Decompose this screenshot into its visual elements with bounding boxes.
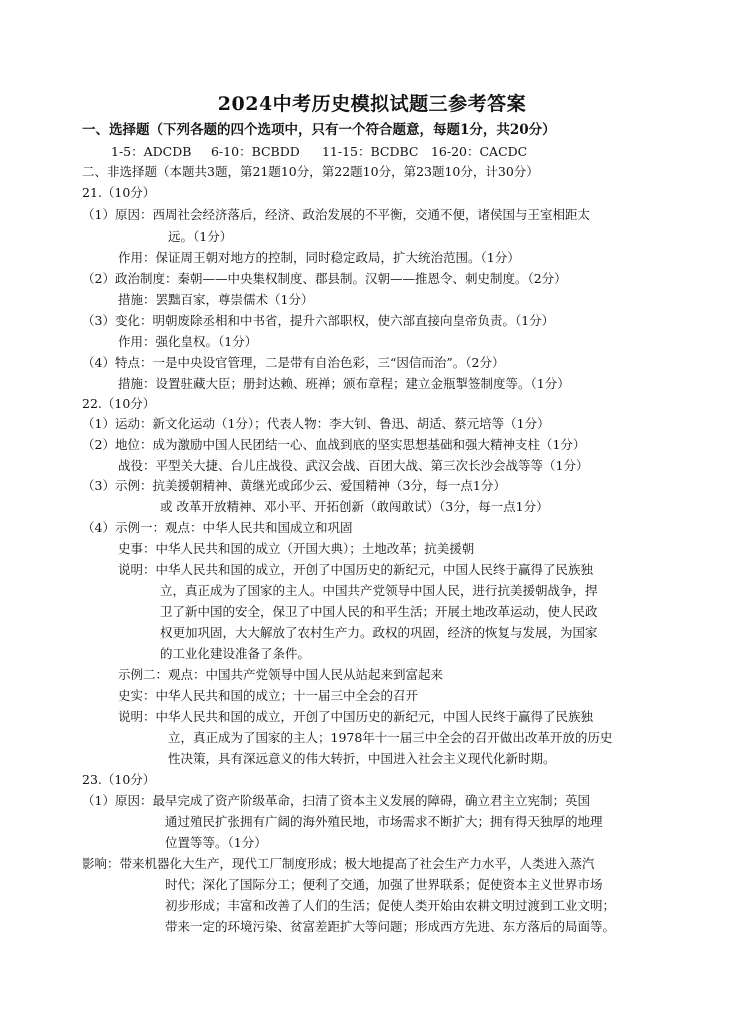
q22-answer-line: 战役：平型关大捷、台儿庄战役、武汉会战、百团大战、第三次长沙会战等等（1分） [118,458,589,473]
answer-group: 6-10：BCBDD [210,144,300,159]
q22-answer-line: 性决策，具有深远意义的伟大转折，中国进入社会主义现代化新时期。 [168,751,556,766]
q22-answer-line: 说明：中华人民共和国的成立，开创了中国历史的新纪元，中国人民终于赢得了民族独 [118,709,594,724]
q22-answer-line: 说明：中华人民共和国的成立，开创了中国历史的新纪元，中国人民终于赢得了民族独 [118,562,594,577]
section2-heading: 二、非选择题（本题共3题，第21题10分，第22题10分，第23题10分，计30分） [82,164,539,179]
q21-answer-line: 措施：设置驻藏大臣；册封达赖、班禅；颁布章程；建立金瓶掣签制度等。（1分） [118,376,570,391]
q22-answer-line: 史事：中华人民共和国的成立（开国大典）；土地改革；抗美援朝 [118,541,475,556]
q23-answer-line: 带来一定的环境污染、贫富差距扩大等问题；形成西方先进、东方落后的局面等。 [165,919,616,934]
q21-answer-line: 远。（1分） [168,229,233,244]
q22-answer-line: （3）示例：抗美援朝精神、黄继光或邱少云、爱国精神（3分，每一点1分） [82,478,506,493]
q23-answer-line: 初步形成；丰富和改善了人们的生活；促使人类开始由农耕文明过渡到工业文明； [165,898,616,913]
q22-answer-line: 立，真正成为了国家的主人。中国共产党领导中国人民，进行抗美援朝战争，捍 [160,583,598,598]
q21-answer-line: （1）原因：西周社会经济落后，经济、政治发展的不平衡，交通不便，诸侯国与王室相距太 [82,207,590,222]
question-23-header: 23.（10分） [82,772,156,787]
page-title: 2024中考历史模拟试题三参考答案 [217,93,527,115]
q22-answer-line: 的工业化建设准备了条件。 [160,646,311,661]
q23-answer-line: （1）原因：最早完成了资产阶级革命，扫清了资本主义发展的障碍，确立君主立宪制；英国 [82,793,590,808]
q21-answer-line: （4）特点：一是中央设官管理，二是带有自治色彩，三“因信而治”。（2分） [82,355,505,370]
q22-answer-line: （4）示例一：观点：中华人民共和国成立和巩固 [82,520,353,535]
q22-answer-line: 卫了新中国的安全，保卫了中国人民的和平生活；开展土地改革运动，使人民政 [160,604,598,619]
q23-answer-line: 通过殖民扩张拥有广阔的海外殖民地，市场需求不断扩大；拥有得天独厚的地理 [165,814,603,829]
q22-answer-line: 权更加巩固，大大解放了农村生产力。政权的巩固，经济的恢复与发展，为国家 [160,625,598,640]
answer-group: 11-15：BCDBC [321,144,419,159]
q22-answer-line: （1）运动：新文化运动（1分）；代表人物：李大钊、鲁迅、胡适、蔡元培等（1分） [82,416,550,431]
question-22-header: 22.（10分） [82,396,156,411]
q22-answer-line: 史实：中华人民共和国的成立；十一届三中全会的召开 [118,688,419,703]
question-21-header: 21.（10分） [82,185,156,200]
q21-answer-line: （2）政治制度：秦朝——中央集权制度、郡县制。汉朝——推恩令、刺史制度。（2分） [82,271,567,286]
q23-answer-line: 位置等等。（1分） [165,835,267,850]
q21-answer-line: 措施：罢黜百家，尊崇儒术（1分） [118,292,314,307]
q22-answer-line: 立，真正成为了国家的主人；1978年十一届三中全会的召开做出改革开放的历史 [168,730,613,745]
q22-answer-line: 示例二：观点：中国共产党领导中国人民从站起来到富起来 [118,667,444,682]
q21-answer-line: 作用：强化皇权。（1分） [118,334,258,349]
q23-answer-line: 影响：带来机器化大生产，现代工厂制度形成；极大地提高了社会生产力水平，人类进入蒸汽 [82,856,595,871]
q21-answer-line: 作用：保证周王朝对地方的控制，同时稳定政局，扩大统治范围。（1分） [118,250,520,265]
section1-heading: 一、选择题（下列各题的四个选项中，只有一个符合题意，每题1分，共20分） [82,122,556,138]
q22-answer-line: 或 改革开放精神、邓小平、开拓创新（敢闯敢试）（3分，每一点1分） [160,499,549,514]
q21-answer-line: （3）变化：明朝废除丞相和中书省，提升六部职权，使六部直接向皇帝负责。（1分） [82,313,555,328]
answer-group: 16-20：CACDC [430,144,528,159]
answer-group: 1-5：ADCDB [111,144,192,159]
q22-answer-line: （2）地位：成为激励中国人民团结一心、血战到底的坚实思想基础和强大精神支柱（1分） [82,437,586,452]
choice-answers [111,142,527,162]
q23-answer-line: 时代；深化了国际分工；便利了交通，加强了世界联系；促使资本主义世界市场 [165,877,603,892]
